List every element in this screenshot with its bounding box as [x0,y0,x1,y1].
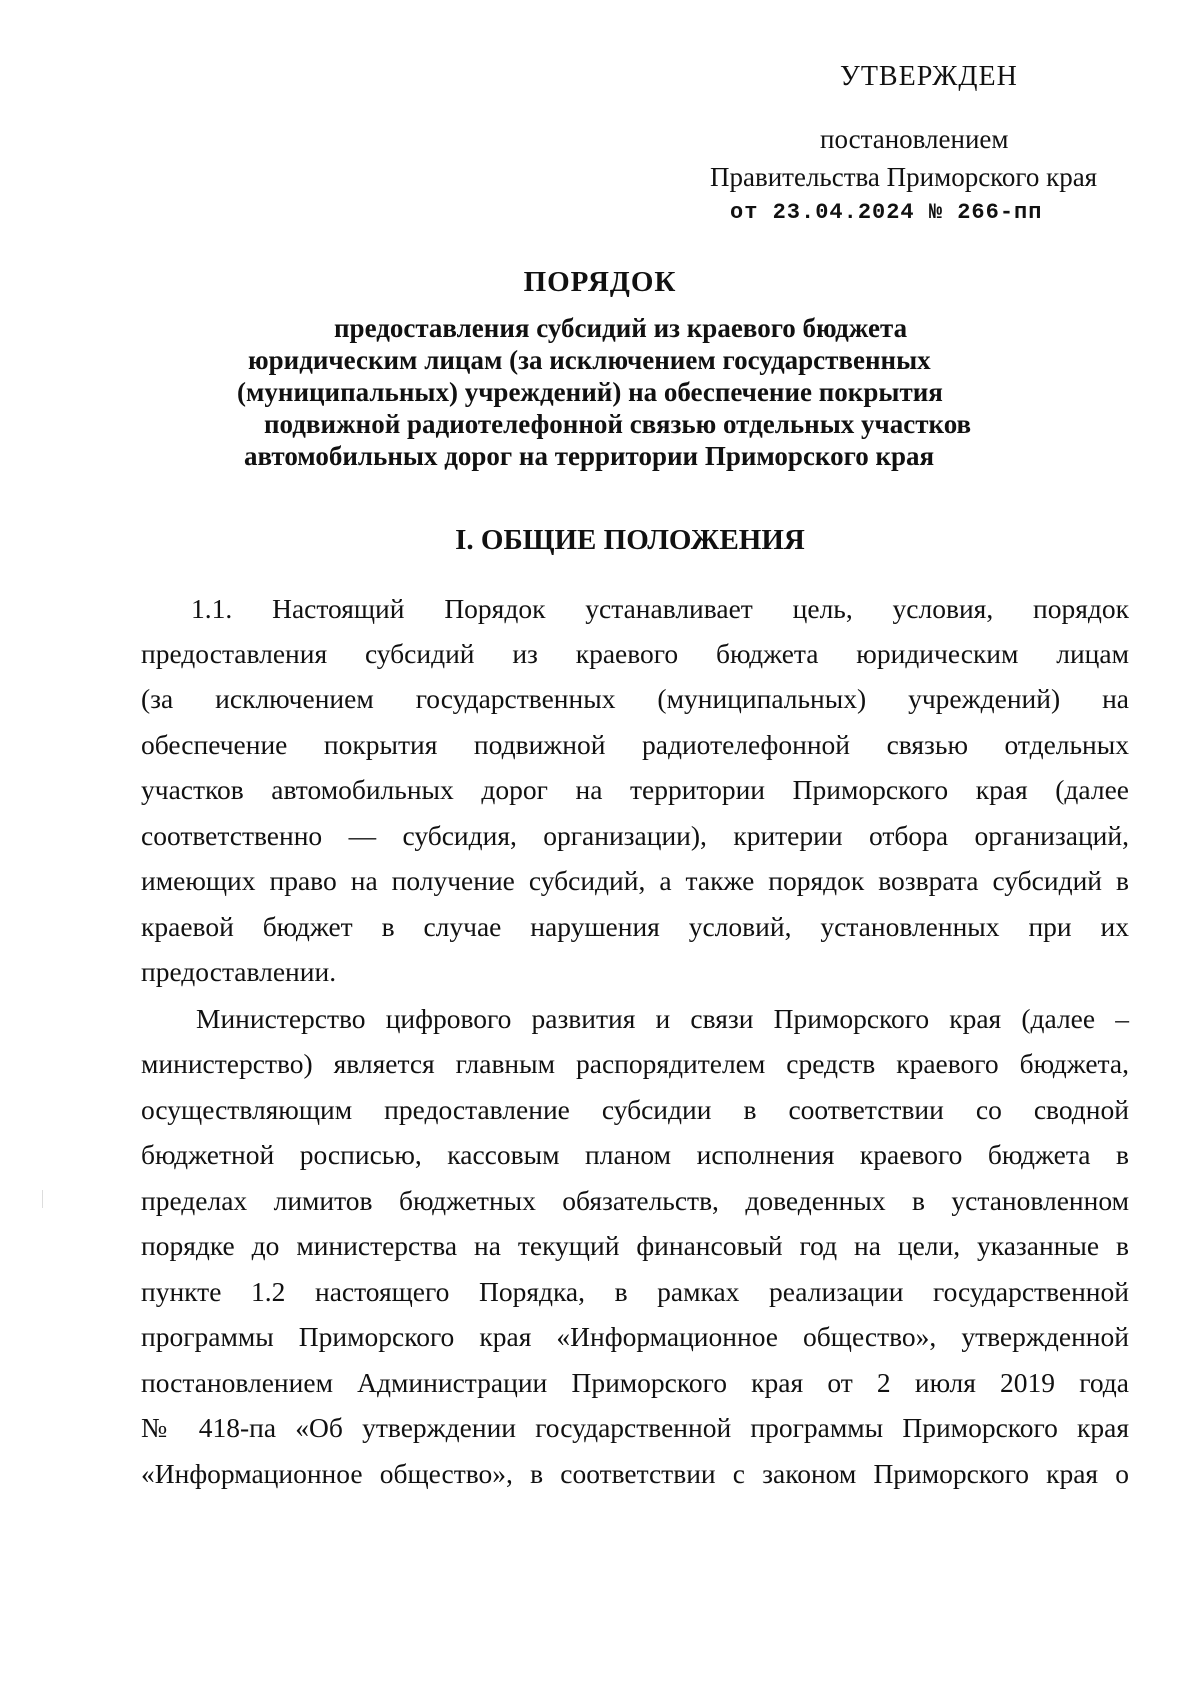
subtitle-line: юридическим лицам (за исключением государственных [248,345,931,375]
paragraph-line: пределах лимитов бюджетных обязательств, доведенных в установленном [141,1185,1129,1216]
paragraph-line: предоставлении. [141,956,337,987]
paragraph-line: постановлением Администрации Приморского края от 2 июля 2019 года [141,1367,1129,1398]
paragraph-2 [141,996,1129,1516]
section-title: I. ОБЩИЕ ПОЛОЖЕНИЯ [455,524,805,556]
approved-by-label: постановлением [820,124,1009,154]
paragraph-line: бюджетной росписью, кассовым планом исполнения краевого бюджета в [141,1139,1129,1170]
paragraph-1 [141,586,1129,1006]
paragraph-line: краевой бюджет в случае нарушения условий, установленных при их [141,911,1129,942]
subtitle-line: автомобильных дорог на территории Приморского края [244,441,935,471]
paragraph-line: предоставления субсидий из краевого бюджета юридическим лицам [141,638,1129,669]
paragraph-line: соответственно — субсидия, организации), критерии отбора организаций, [141,820,1129,851]
scan-margin-mark [42,1190,43,1208]
paragraph-line: имеющих право на получение субсидий, а также порядок возврата субсидий в [141,865,1129,896]
subtitle-line: подвижной радиотелефонной связью отдельных участков [264,409,972,439]
paragraph-line: Министерство цифрового развития и связи Приморского края (далее – [196,1003,1129,1034]
paragraph-line: пункте 1.2 настоящего Порядка, в рамках реализации государственной [141,1276,1129,1307]
paragraph-line: программы Приморского края «Информационное общество», утвержденной [141,1321,1129,1352]
paragraph-line: «Информационное общество», в соответствии с законом Приморского края о [141,1458,1129,1489]
subtitle-line: предоставления субсидий из краевого бюджета [334,313,908,343]
paragraph-line: участков автомобильных дорог на территории Приморского края (далее [141,774,1129,805]
paragraph-line: порядке до министерства на текущий финансовый год на цели, указанные в [141,1230,1129,1261]
paragraph-line: осуществляющим предоставление субсидии в соответствии со сводной [141,1094,1129,1125]
paragraph-line: № 418-па «Об утверждении государственной программы Приморского края [141,1412,1129,1443]
subtitle-line: (муниципальных) учреждений) на обеспечение покрытия [237,377,943,407]
approved-label: УТВЕРЖДЕН [840,61,1018,92]
document-title: ПОРЯДОК [523,266,677,298]
paragraph-line: обеспечение покрытия подвижной радиотелефонной связью отдельных [141,729,1129,760]
paragraph-line: 1.1. Настоящий Порядок устанавливает цель, условия, порядок [191,593,1129,624]
resolution-date-number: от 23.04.2024 № 266-пп [730,200,1043,225]
government-name: Правительства Приморского края [710,162,1098,192]
paragraph-line: министерство) является главным распорядителем средств краевого бюджета, [141,1048,1129,1079]
paragraph-line: (за исключением государственных (муниципальных) учреждений) на [141,683,1129,714]
